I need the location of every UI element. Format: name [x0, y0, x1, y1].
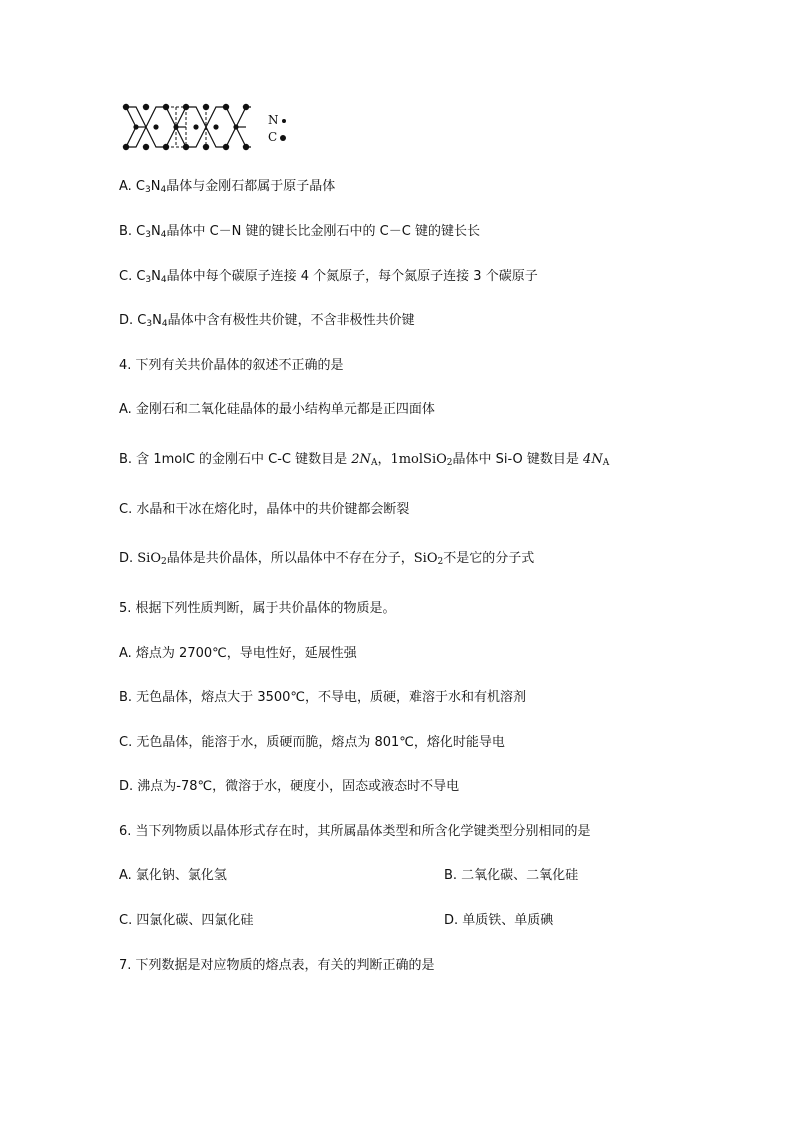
- q6-option-b: B. 二氧化碳、二氧化硅: [444, 868, 579, 883]
- q3-option-a: [119, 178, 335, 196]
- n-atom-icon: [282, 119, 286, 123]
- q4b-text2: ，: [377, 452, 391, 467]
- legend-c-label: C: [268, 130, 278, 144]
- q3-option-b: [119, 223, 480, 241]
- q3b-prefix: B. C: [119, 224, 146, 239]
- q3c-text: 晶体中每个碳原子连接 4 个氮原子，每个氮原子连接 3 个碳原子: [166, 269, 538, 284]
- q4-option-b: [119, 451, 609, 469]
- q4-stem: 4. 下列有关共价晶体的叙述不正确的是: [119, 358, 344, 373]
- q6-option-a: A. 氯化钠、氯化氢: [119, 868, 227, 883]
- q4-option-a: A. 金刚石和二氧化硅晶体的最小结构单元都是正四面体: [119, 402, 435, 417]
- q4d-text3: 不是它的分子式: [443, 551, 535, 566]
- q3c-mid: N: [151, 269, 161, 284]
- q3b-sub1: 3: [145, 230, 151, 240]
- q3a-prefix: A. C: [119, 179, 146, 194]
- q3c-prefix: C. C: [119, 269, 146, 284]
- q4-option-d: [119, 550, 534, 568]
- q4b-math3: 4N: [583, 452, 603, 467]
- q3b-text: 晶体中 C－N 键的键长比金刚石中的 C－C 键的键长长: [166, 224, 480, 239]
- q4d-math2: SiO: [413, 551, 438, 566]
- q3b-sub2: 4: [160, 230, 167, 240]
- q5-option-a: A. 熔点为 2700℃，导电性好，延展性强: [119, 646, 357, 661]
- q4-option-c: C. 水晶和干冰在熔化时，晶体中的共价键都会断裂: [119, 502, 410, 517]
- q3-option-c: [119, 268, 538, 286]
- q5-stem: 5. 根据下列性质判断，属于共价晶体的物质是。: [119, 601, 396, 616]
- q3a-text: 晶体与金刚石都属于原子晶体: [166, 179, 336, 194]
- q4b-math2: 1molSiO: [390, 452, 447, 467]
- q3-option-d: [119, 312, 415, 330]
- structure-unit-cell: [166, 107, 206, 147]
- q4b-text3: 晶体中 Si-O 键数目是: [452, 452, 584, 467]
- q3a-sub1: 3: [145, 185, 151, 195]
- q3c-sub2: 4: [160, 275, 167, 285]
- q4d-text1: D.: [119, 551, 138, 566]
- q3d-mid: N: [152, 313, 162, 328]
- structure-bonds: [126, 107, 251, 147]
- q4d-math2-sub: 2: [437, 557, 444, 567]
- q3d-prefix: D. C: [119, 313, 147, 328]
- q3a-mid: N: [150, 179, 161, 194]
- q4b-math1: 2N: [351, 452, 371, 467]
- q5-option-d: D. 沸点为-78℃，微溶于水，硬度小，固态或液态时不导电: [119, 779, 460, 794]
- q6-option-d: D. 单质铁、单质碘: [444, 913, 554, 928]
- q5-option-b: B. 无色晶体，熔点大于 3500℃，不导电，质硬，难溶于水和有机溶剂: [119, 690, 526, 705]
- legend-n-label: N: [268, 113, 279, 127]
- legend-c: [268, 130, 286, 144]
- q7-stem: 7. 下列数据是对应物质的熔点表，有关的判断正确的是: [119, 958, 435, 973]
- q3d-sub2: 4: [161, 319, 168, 329]
- c-atom-icon: [280, 135, 286, 141]
- q3a-sub2: 4: [160, 185, 167, 195]
- q4d-text2: 晶体是共价晶体，所以晶体中不存在分子，: [166, 551, 414, 566]
- q3c-sub1: 3: [145, 275, 152, 285]
- q3d-text: 晶体中含有极性共价键，不含非极性共价键: [167, 313, 415, 328]
- q5-option-c: C. 无色晶体，能溶于水，质硬而脆，熔点为 801℃，熔化时能导电: [119, 735, 505, 750]
- q4b-math1-sub: A: [370, 458, 378, 468]
- legend-n: [268, 113, 286, 127]
- q4d-math1: SiO: [137, 551, 162, 566]
- c3n4-structure-diagram: [122, 100, 258, 152]
- q6-option-c: C. 四氯化碳、四氯化硅: [119, 913, 254, 928]
- q4b-text1: B. 含 1molC 的金刚石中 C-C 键数目是: [119, 452, 352, 467]
- q4b-math2-sub: 2: [446, 458, 453, 468]
- q6-stem: 6. 当下列物质以晶体形式存在时，其所属晶体类型和所含化学键类型分别相同的是: [119, 824, 591, 839]
- q4d-math1-sub: 2: [161, 557, 167, 567]
- q3d-sub1: 3: [146, 319, 153, 329]
- q3b-mid: N: [151, 224, 161, 239]
- q4b-math3-sub: A: [602, 458, 610, 468]
